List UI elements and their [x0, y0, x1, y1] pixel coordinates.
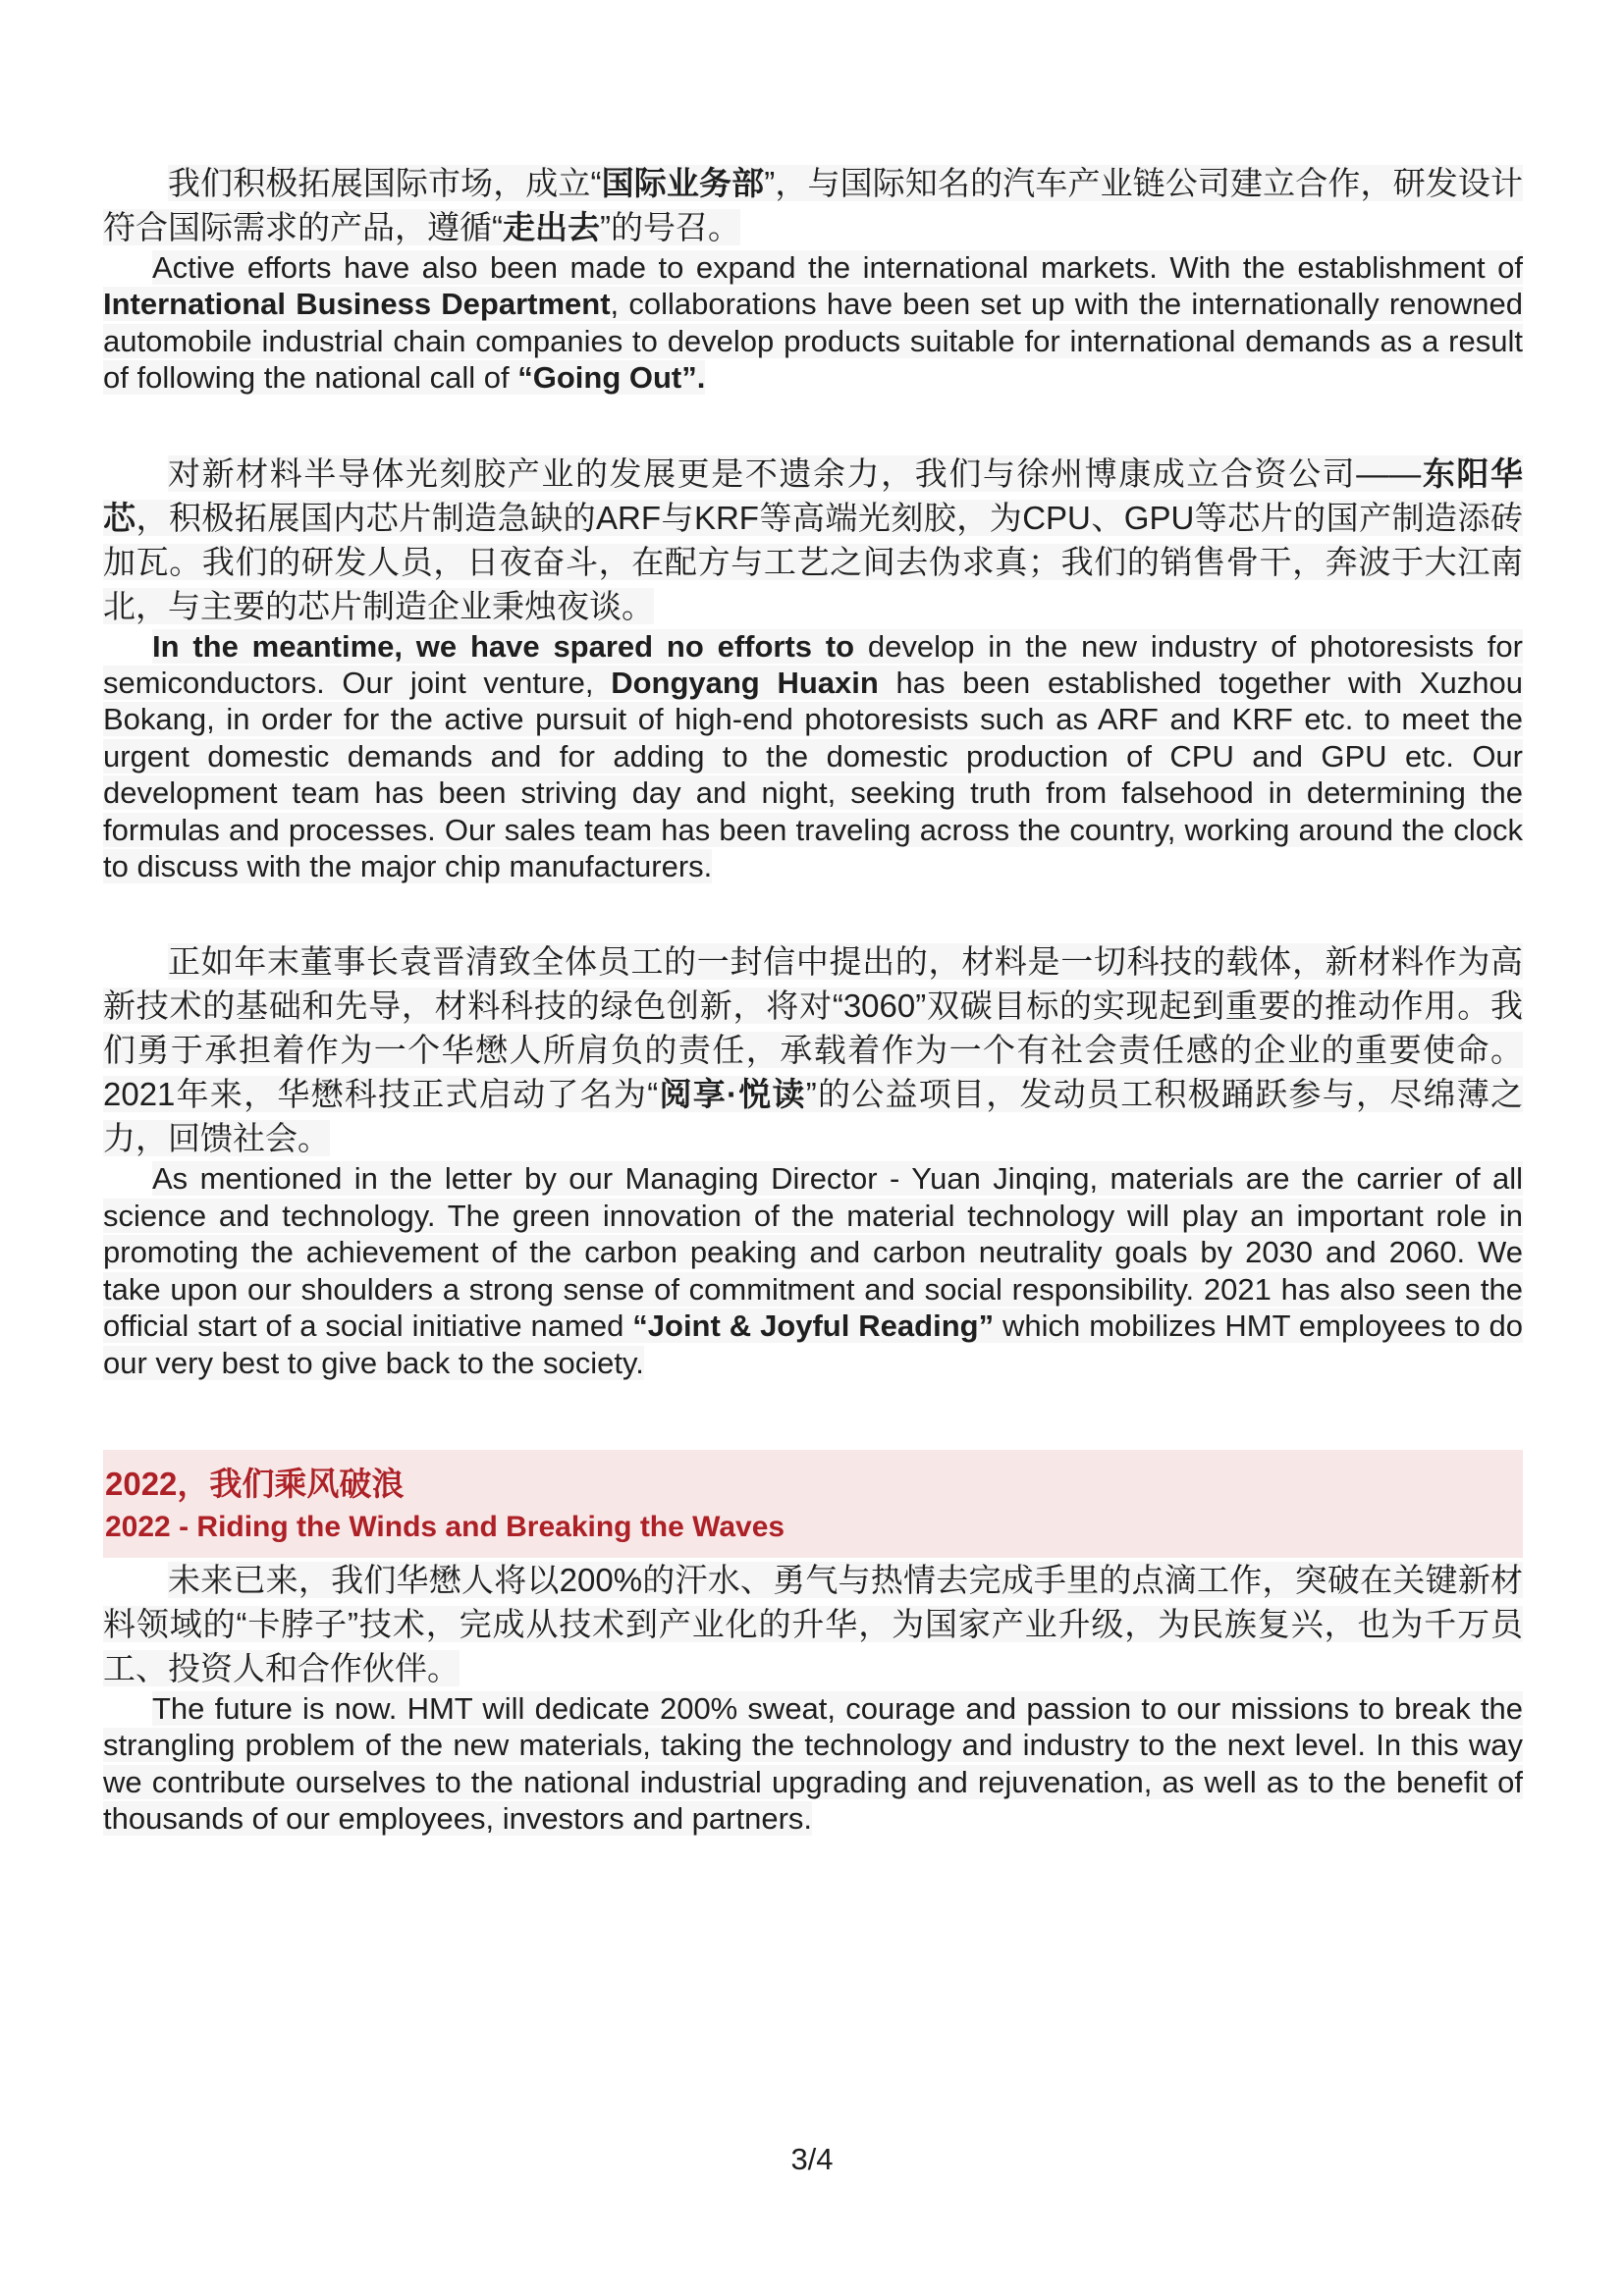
section-heading-band	[103, 1450, 1523, 1558]
paragraph-zh	[103, 939, 1523, 1160]
paragraph-text: Active efforts have also been made to expand the international markets. With the establishment of International Business Department, collaborations have been set up with the internationally renowned automobile industrial chain companies to develop products suitable for international demands as a result of following the national call of “Going Out”.	[103, 250, 1523, 396]
paragraph-text: 对新材料半导体光刻胶产业的发展更是不遗余力，我们与徐州博康成立合资公司——东阳华芯，积极拓展国内芯片制造急缺的ARF与KRF等高端光刻胶，为CPU、GPU等芯片的国产制造添砖加瓦。我们的研发人员，日夜奋斗，在配方与工艺之间去伪求真；我们的销售骨干，奔波于大江南北，与主要的芯片制造企业秉烛夜谈。	[103, 454, 1524, 624]
paragraph-gap	[103, 884, 1523, 939]
paragraph-text: 我们积极拓展国际市场，成立“国际业务部”，与国际知名的汽车产业链公司建立合作，研发设计符合国际需求的产品，遵循“走出去”的号召。	[103, 165, 1523, 245]
paragraph-text: As mentioned in the letter by our Managing Director - Yuan Jinqing, materials are the carrier of all science and technology. The green innovation of the material technology will play an important role in promoting the achievement of the carbon peaking and carbon neutrality goals by 2030 and 2060. We take upon our shoulders a strong sense of commitment and social responsibility. 2021 has also seen the official start of a social initiative named “Joint & Joyful Reading” which mobilizes HMT employees to do our very best to give back to the society.	[103, 1161, 1523, 1380]
paragraph-text: 未来已来，我们华懋人将以200%的汗水、勇气与热情去完成手里的点滴工作，突破在关键新材料领域的“卡脖子”技术，完成从技术到产业化的升华，为国家产业升级，为民族复兴，也为千万员工、投资人和合作伙伴。	[103, 1561, 1523, 1686]
section-heading-zh: 2022，我们乘风破浪	[105, 1465, 405, 1502]
paragraph-en	[103, 249, 1523, 397]
page-number: 3/4	[790, 2142, 834, 2176]
paragraph-text: The future is now. HMT will dedicate 200% sweat, courage and passion to our missions to break the strangling problem of the new materials, taking the technology and industry to the next level. In this way we contribute ourselves to the national industrial upgrading and rejuvenation, as well as to the benefit of thousands of our employees, investors and partners.	[103, 1690, 1523, 1837]
paragraph-zh	[103, 1558, 1523, 1690]
paragraph-zh	[103, 452, 1523, 628]
paragraph-en	[103, 1690, 1523, 1838]
paragraph-en	[103, 1160, 1523, 1380]
section-heading-en: 2022 - Riding the Winds and Breaking the Waves	[105, 1510, 785, 1543]
paragraph-text: 正如年末董事长袁晋清致全体员工的一封信中提出的，材料是一切科技的载体，新材料作为高新技术的基础和先导，材料科技的绿色创新，将对“3060”双碳目标的实现起到重要的推动作用。我们勇于承担着作为一个华懋人所肩负的责任，承载着作为一个有社会责任感的企业的重要使命。2021年来，华懋科技正式启动了名为“阅享·悦读”的公益项目，发动员工积极踊跃参与，尽绵薄之力，回馈社会。	[103, 943, 1523, 1157]
paragraph-en	[103, 628, 1523, 885]
document-content	[103, 161, 1523, 1838]
paragraph-gap	[103, 397, 1523, 452]
paragraph-zh	[103, 161, 1523, 249]
paragraph-text: In the meantime, we have spared no efforts to develop in the new industry of photoresists for semiconductors. Our joint venture, Dongyang Huaxin has been established together with Xuzhou Bokang, in order for the active pursuit of high-end photoresists such as ARF and KRF etc. to meet the urgent domestic demands and for adding to the domestic production of CPU and GPU etc. Our development team has been striving day and night, seeking truth from falsehood in determining the formulas and processes. Our sales team has been traveling across the country, working around the clock to discuss with the major chip manufacturers.	[103, 628, 1523, 884]
